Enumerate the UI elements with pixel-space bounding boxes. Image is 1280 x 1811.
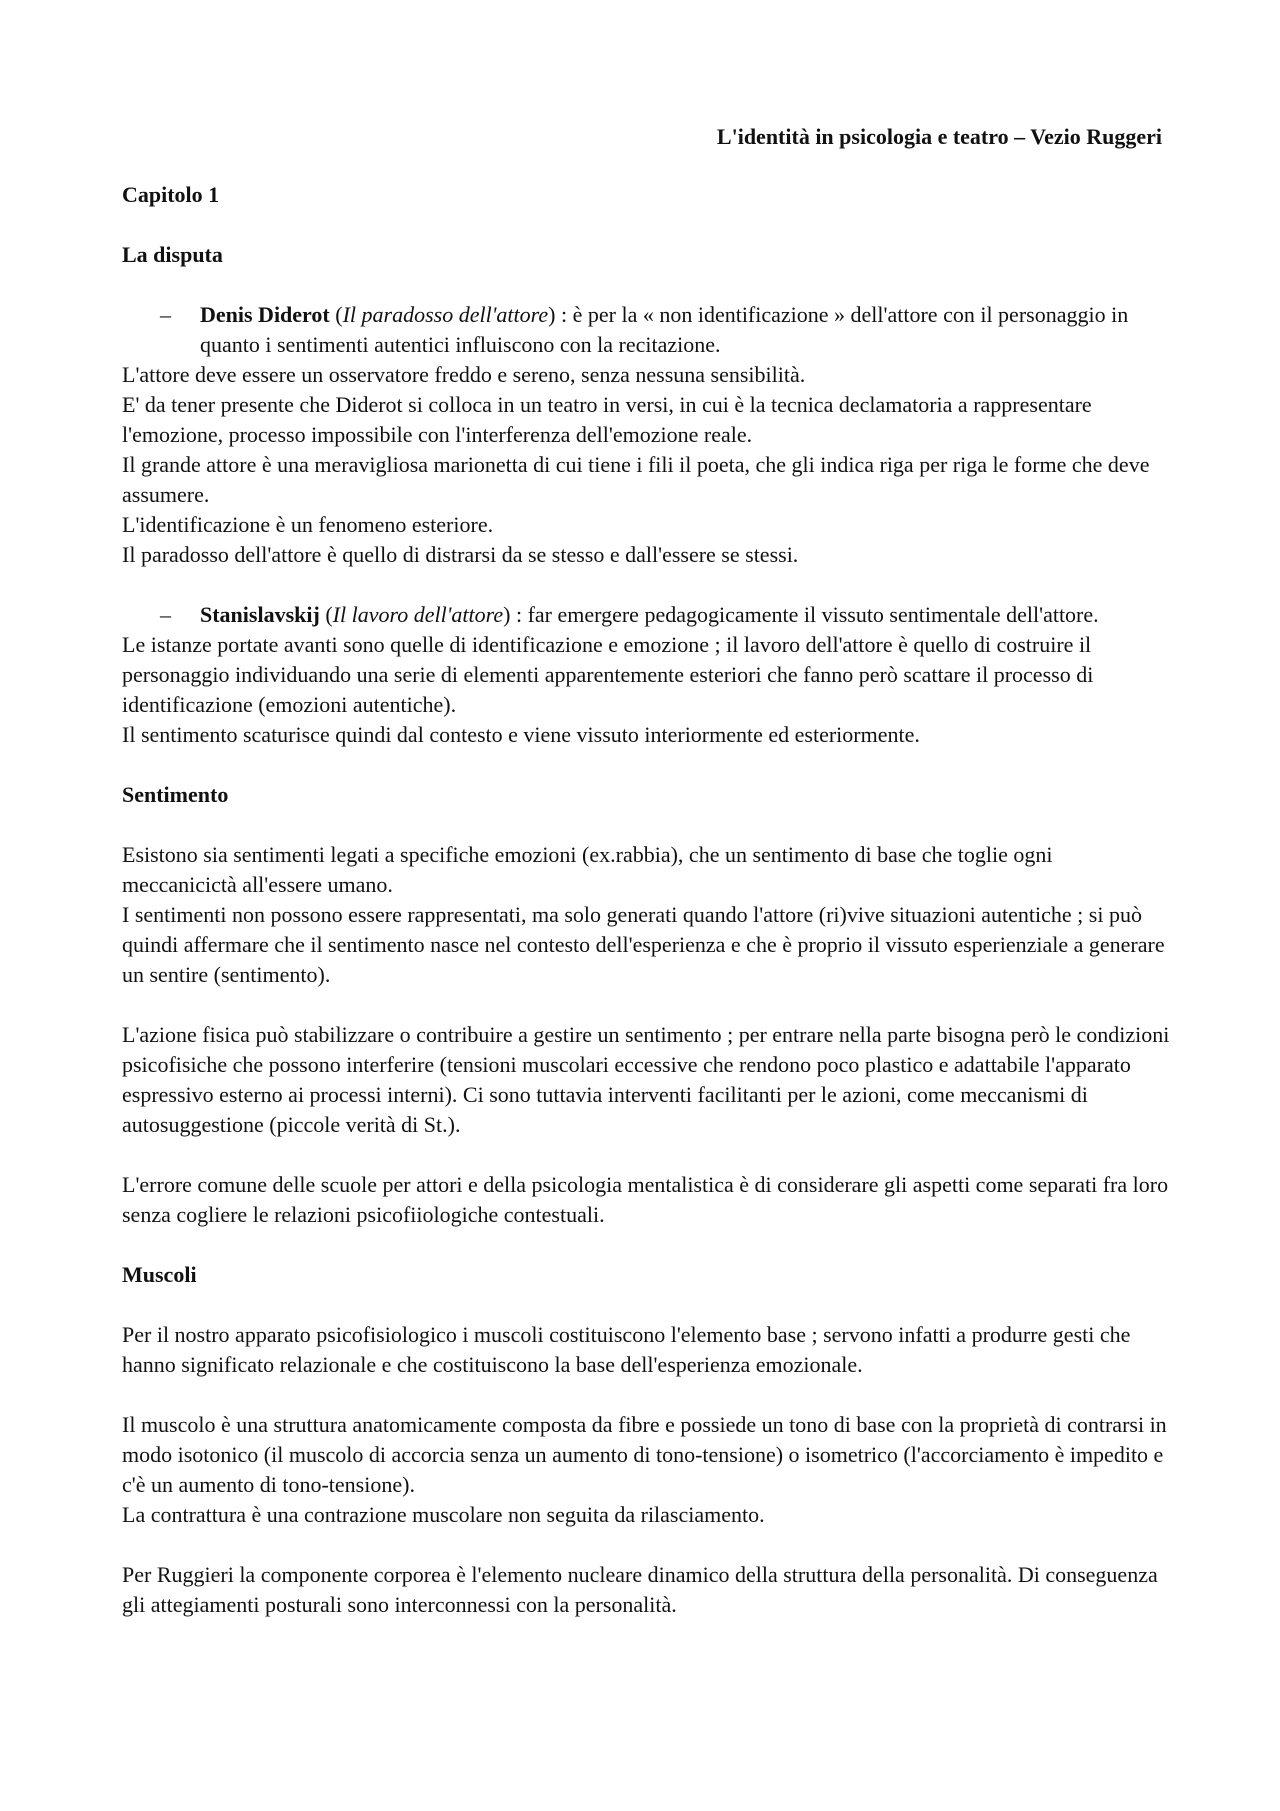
paragraph: Il grande attore è una meravigliosa marionetta di cui tiene i fili il poeta, che gli indica riga per riga le forme che deve assumere. bbox=[122, 452, 1150, 507]
bullet-dash: – bbox=[160, 302, 171, 327]
paragraph: L'attore deve essere un osservatore freddo e sereno, senza nessuna sensibilità. bbox=[122, 362, 806, 387]
paragraph: Il muscolo è una struttura anatomicamente composta da fibre e possiede un tono di base con la proprietà di contrarsi in modo isotonico (il muscolo di accorcia senza un aumento di tono-tensione) o isometrico (l'accorciamento è impedito e c'è un aumento di tono-tensione). bbox=[122, 1412, 1167, 1497]
section-heading-disputa: La disputa bbox=[122, 242, 223, 267]
paren-open: ( bbox=[319, 602, 333, 627]
work-title: Il lavoro dell'attore bbox=[332, 602, 504, 627]
paragraph: L'identificazione è un fenomeno esteriore. bbox=[122, 512, 494, 537]
paragraph: L'azione fisica può stabilizzare o contribuire a gestire un sentimento ; per entrare nella parte bisogna però le condizioni psicofisiche che possono interferire (tensioni muscolari eccessive che rendono poco plastico e adattabile l'apparato espressivo esterno ai processi interni). Ci sono tuttavia interventi facilitanti per le azioni, come meccanismi di autosuggestione (piccole verità di St.). bbox=[122, 1022, 1170, 1137]
bullet-stanislavskij bbox=[122, 600, 1172, 630]
work-title: Il paradosso dell'attore bbox=[342, 302, 549, 327]
document-title: L'identità in psicologia e teatro – Vezio Ruggeri bbox=[716, 124, 1162, 149]
paragraph: Per Ruggieri la componente corporea è l'elemento nucleare dinamico della struttura della personalità. Di conseguenza gli attegiamenti posturali sono interconnessi con la personalità. bbox=[122, 1562, 1158, 1617]
paragraph: Il sentimento scaturisce quindi dal contesto e viene vissuto interiormente ed esteriormente. bbox=[122, 722, 920, 747]
paragraph: La contrattura è una contrazione muscolare non seguita da rilasciamento. bbox=[122, 1502, 765, 1527]
author-name: Stanislavskij bbox=[200, 602, 320, 627]
author-name: Denis Diderot bbox=[200, 302, 330, 327]
paren-open: ( bbox=[329, 302, 343, 327]
section-heading-muscoli: Muscoli bbox=[122, 1262, 197, 1287]
paragraph: E' da tener presente che Diderot si colloca in un teatro in versi, in cui è la tecnica declamatoria a rappresentare l'emozione, processo impossibile con l'interferenza dell'emozione reale. bbox=[122, 392, 1092, 447]
paragraph: Il paradosso dell'attore è quello di distrarsi da se stesso e dall'essere se stessi. bbox=[122, 542, 799, 567]
paragraph: I sentimenti non possono essere rappresentati, ma solo generati quando l'attore (ri)vive situazioni autentiche ; si può quindi affermare che il sentimento nasce nel contesto dell'esperienza e che è proprio il vissuto esperienziale a generare un sentire (sentimento). bbox=[122, 902, 1165, 987]
paragraph: Per il nostro apparato psicofisiologico i muscoli costituiscono l'elemento base ; servono infatti a produrre gesti che hanno significato relazionale e che costituiscono la base dell'esperienza emozionale. bbox=[122, 1322, 1131, 1377]
paragraph: Esistono sia sentimenti legati a specifiche emozioni (ex.rabbia), che un sentimento di base che toglie ogni meccanicictà all'essere umano. bbox=[122, 842, 1053, 897]
chapter-heading: Capitolo 1 bbox=[122, 182, 220, 207]
section-heading-sentimento: Sentimento bbox=[122, 782, 229, 807]
bullet-dash: – bbox=[160, 602, 171, 627]
paragraph: L'errore comune delle scuole per attori e della psicologia mentalistica è di considerare gli aspetti come separati fra loro senza cogliere le relazioni psicofiiologiche contestuali. bbox=[122, 1172, 1169, 1227]
document-body bbox=[122, 180, 1172, 1620]
bullet-text: ) : è per la « non identificazione » dell'attore con il personaggio in quanto i sentimenti autentici influiscono con la recitazione. bbox=[200, 302, 1129, 357]
bullet-text: ) : far emergere pedagogicamente il vissuto sentimentale dell'attore. bbox=[503, 602, 1099, 627]
paragraph: Le istanze portate avanti sono quelle di identificazione e emozione ; il lavoro dell'attore è quello di costruire il personaggio individuando una serie di elementi apparentemente esteriori che fanno però scattare il processo di identificazione (emozioni autentiche). bbox=[122, 632, 1094, 717]
bullet-diderot bbox=[122, 300, 1172, 360]
